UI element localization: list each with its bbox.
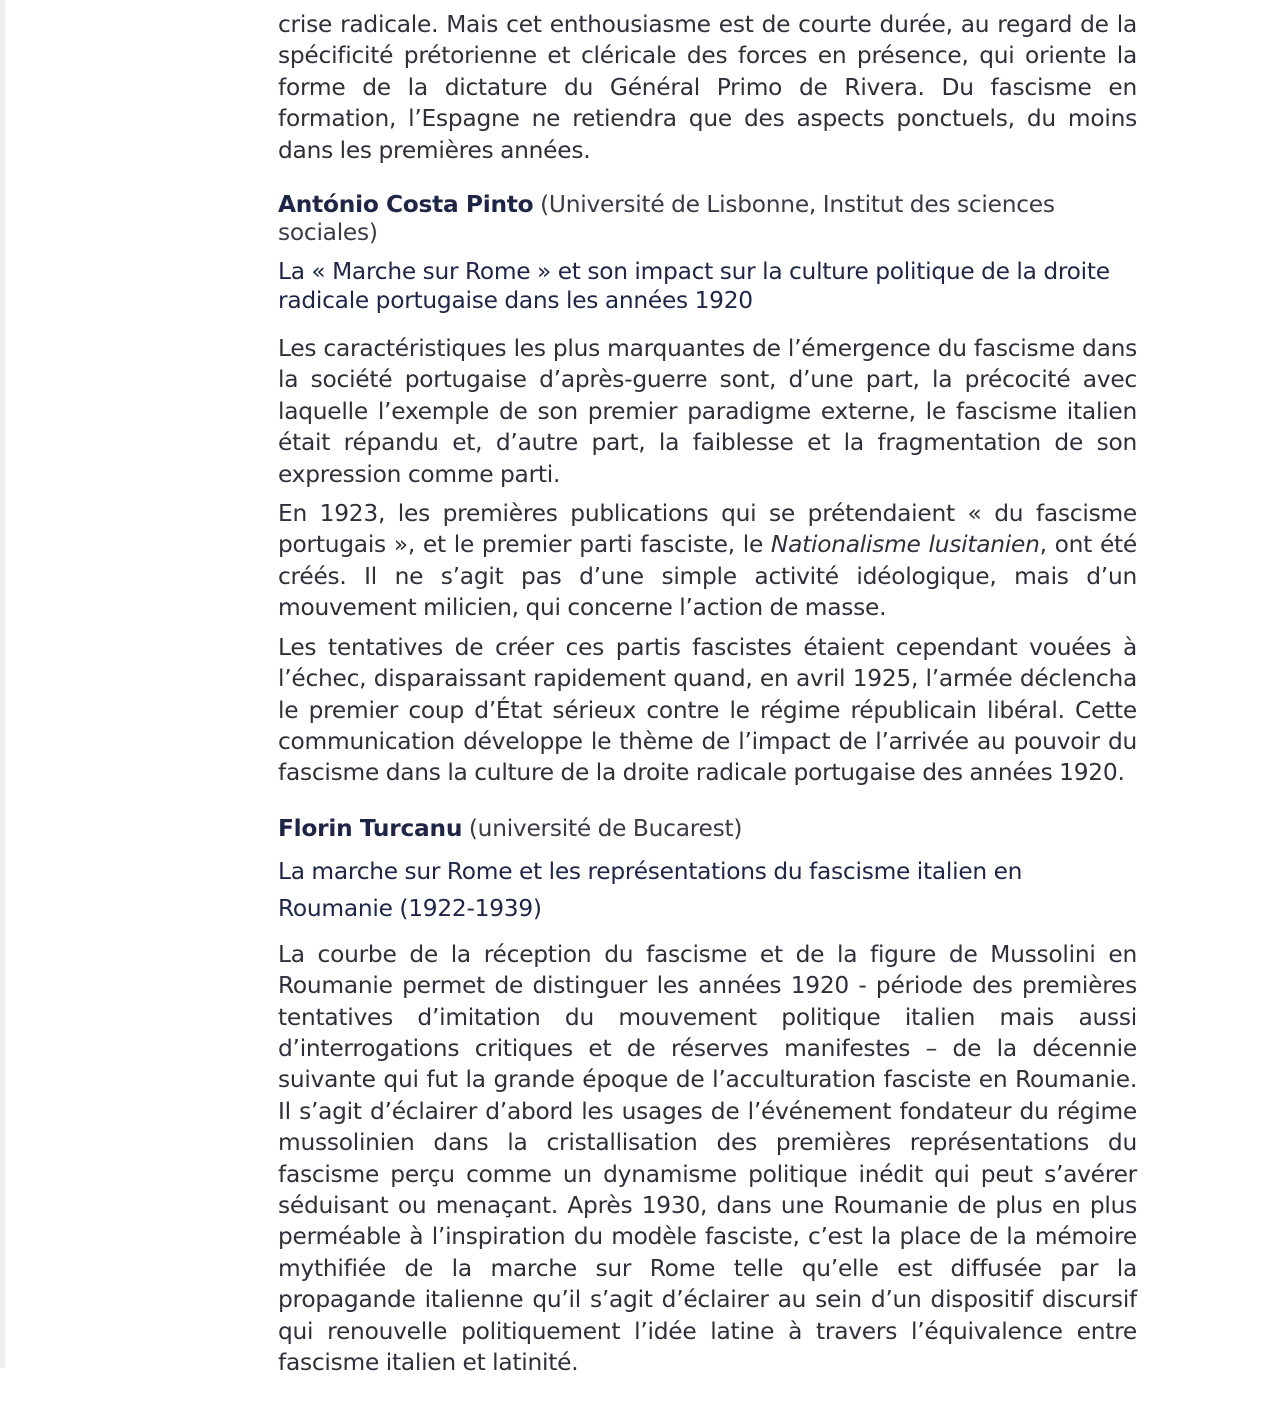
page-left-edge xyxy=(0,0,5,1368)
body-paragraph xyxy=(278,498,1137,624)
lecture-turcanu xyxy=(278,815,1137,1379)
speaker-name: António Costa Pinto xyxy=(278,191,534,219)
body-text: , ont été créés. Il ne s’agit pas d’une simple activité idéologique, mais d’un mouvement milicien, qui concerne l’action de masse. xyxy=(278,531,1137,622)
body-paragraph: La courbe de la réception du fascisme et de la figure de Mussolini en Roumanie permet de distinguer les années 1920 - période des premières tentatives d’imitation du mouvement politique italien mais aussi d’interrogations critiques et de réserves manifestes – de la décennie suivante qui fut la grande époque de l’acculturation fasciste en Roumanie. Il s’agit d’éclairer d’abord les usages de l’événement fondateur du régime mussolinien dans la cristallisation des premières représentations du fascisme perçu comme un dynamisme politique inédit qui peut s’avérer séduisant ou menaçant. Après 1930, dans une Roumanie de plus en plus perméable à l’inspiration du modèle fasciste, c’est la place de la mémoire mythifiée de la marche sur Rome telle qu’elle est diffusée par la propagande italienne qu’il s’agit d’éclairer au sein d’un dispositif discursif qui renouvelle politiquement l’idée latine à travers l’équivalence entre fascisme italien et latinité. xyxy=(278,940,1137,1376)
emphasis-text: Nationalisme lusitanien xyxy=(770,531,1040,559)
lecture-costa-pinto xyxy=(278,191,1137,789)
body-paragraph: Les tentatives de créer ces partis fascistes étaient cependant vouées à l’échec, disparaissant rapidement quand, en avril 1925, l’armée déclencha le premier coup d’État sérieux contre le régime républicain libéral. Cette communication développe le thème de l’impact de l’arrivée au pouvoir du fascisme dans la culture de la droite radicale portugaise des années 1920. xyxy=(278,633,1137,787)
intro-paragraph: crise radicale. Mais cet enthousiasme est de courte durée, au regard de la spécificité prétorienne et cléricale des forces en présence, qui oriente la forme de la dictature du Général Primo de Rivera. Du fascisme en formation, l’Espagne ne retiendra que des aspects ponctuels, du moins dans les premières années. xyxy=(278,11,1137,164)
document-page xyxy=(278,9,1137,1404)
talk-title: La « Marche sur Rome » et son impact sur la culture politique de la droite radicale portugaise dans les années 1920 xyxy=(278,258,1110,315)
body-text: En 1923, les premières publications qui se prétendaient « du fascisme portugais », et le premier parti fasciste, le xyxy=(278,500,1137,559)
body-paragraph: Les caractéristiques les plus marquantes de l’émergence du fascisme dans la société portugaise d’après-guerre sont, d’une part, la précocité avec laquelle l’exemple de son premier paradigme externe, le fascisme italien était répandu et, d’autre part, la faiblesse et la fragmentation de son expression comme parti. xyxy=(278,335,1137,488)
talk-title: La marche sur Rome et les représentations du fascisme italien en Roumanie (1922-1939) xyxy=(278,857,1023,922)
speaker-affiliation: (Université de Lisbonne, Institut des sciences sociales) xyxy=(278,191,1055,247)
speaker-name: Florin Turcanu xyxy=(278,814,463,842)
speaker-line xyxy=(278,815,1137,843)
speaker-affiliation: (université de Bucarest) xyxy=(468,814,743,842)
speaker-line xyxy=(278,191,1137,247)
